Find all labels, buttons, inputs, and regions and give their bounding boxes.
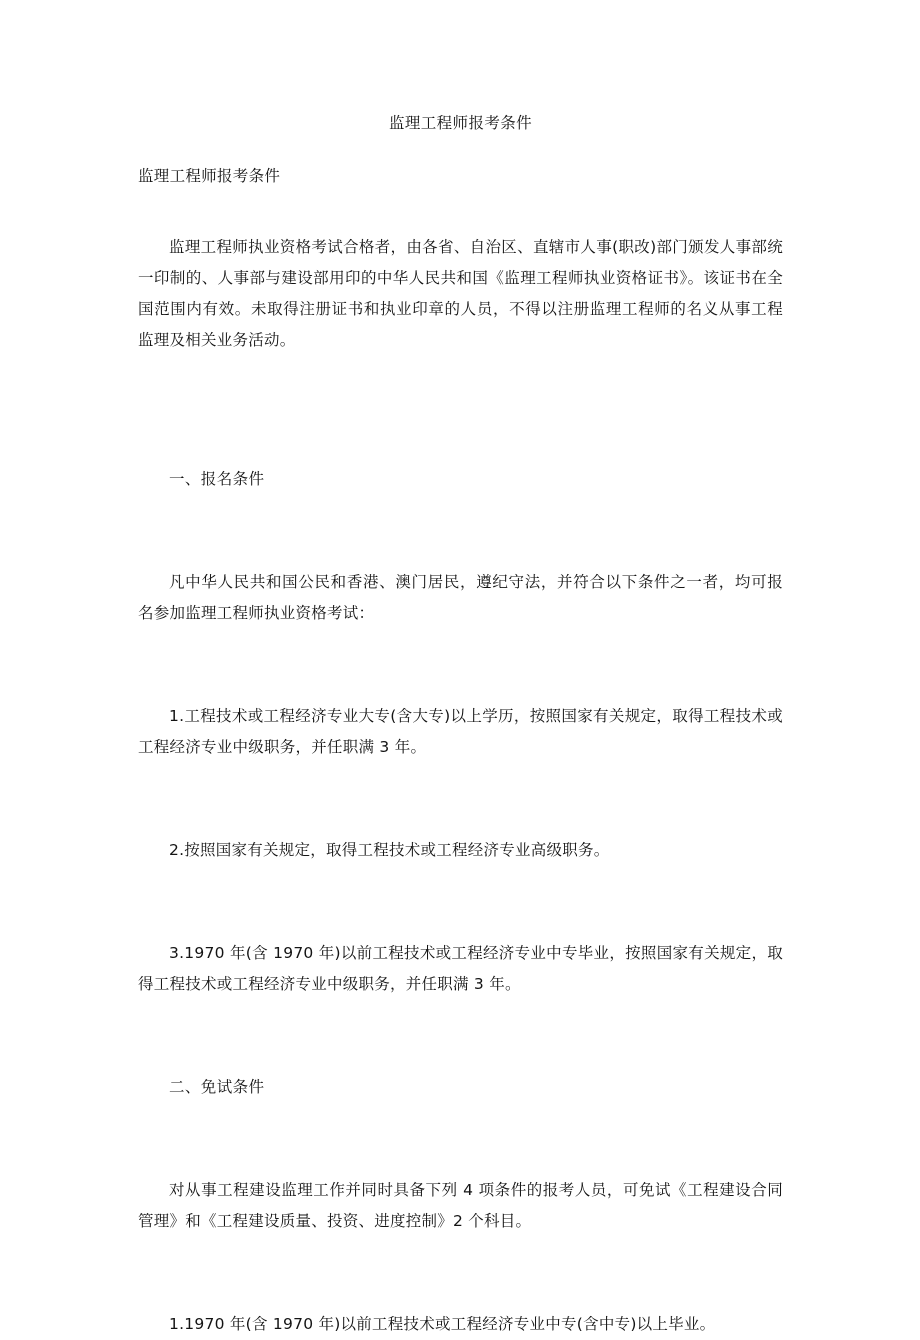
section-1-lead-paragraph: 凡中华人民共和国公民和香港、澳门居民，遵纪守法，并符合以下条件之一者，均可报名参加监理工程师执业资格考试：	[138, 573, 783, 622]
section-heading-2: 二、免试条件	[169, 1078, 265, 1096]
spacer-after-section-2-heading	[138, 1103, 783, 1175]
document-body	[138, 0, 783, 1340]
section-1-item-2: 2.按照国家有关规定，取得工程技术或工程经济专业高级职务。	[169, 841, 610, 859]
spacer-before-section-1	[138, 356, 783, 464]
spacer-after-title	[138, 139, 783, 161]
spacer-before-item-1-1	[138, 629, 783, 701]
spacer-before-item-1-3	[138, 866, 783, 938]
section-1-item-1: 1.工程技术或工程经济专业大专(含大专)以上学历，按照国家有关规定，取得工程技术或工程经济专业中级职务，并任职满 3 年。	[138, 707, 783, 756]
section-1-item-3: 3.1970 年(含 1970 年)以前工程技术或工程经济专业中专毕业，按照国家有关规定，取得工程技术或工程经济专业中级职务，并任职满 3 年。	[138, 944, 783, 993]
spacer-before-item-2-1	[138, 1237, 783, 1309]
intro-paragraph: 监理工程师执业资格考试合格者，由各省、自治区、直辖市人事(职改)部门颁发人事部统一印制的、人事部与建设部用印的中华人民共和国《监理工程师执业资格证书》。该证书在全国范围内有效。未取得注册证书和执业印章的人员，不得以注册监理工程师的名义从事工程监理及相关业务活动。	[138, 238, 783, 349]
section-2-item-1: 1.1970 年(含 1970 年)以前工程技术或工程经济专业中专(含中专)以上毕业。	[169, 1315, 716, 1333]
section-2-lead-paragraph: 对从事工程建设监理工作并同时具备下列 4 项条件的报考人员，可免试《工程建设合同管理》和《工程建设质量、投资、进度控制》2 个科目。	[138, 1181, 783, 1230]
spacer-before-section-2	[138, 1000, 783, 1072]
spacer-before-item-1-2	[138, 763, 783, 835]
page-title: 监理工程师报考条件	[388, 114, 533, 132]
top-spacer	[138, 0, 783, 108]
spacer-after-section-1-heading	[138, 495, 783, 567]
spacer-after-subtitle	[138, 192, 783, 232]
section-heading-1: 一、报名条件	[169, 470, 265, 488]
document-subtitle: 监理工程师报考条件	[138, 167, 281, 185]
